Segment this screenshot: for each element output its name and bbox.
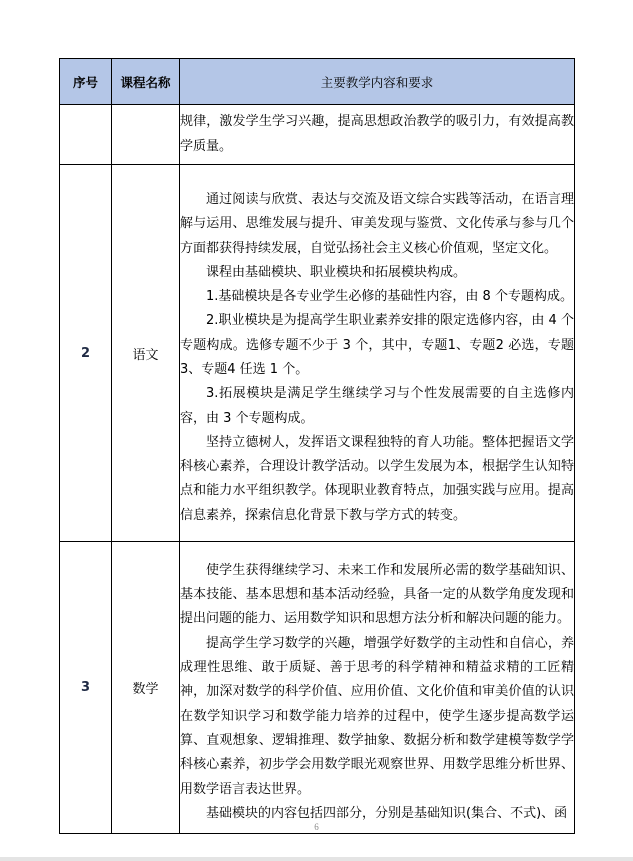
content-paragraph: 3.拓展模块是满足学生继续学习与个性发展需要的自主选修内容，由 3 个专题构成。 bbox=[180, 386, 574, 426]
course-table bbox=[59, 58, 575, 834]
content-paragraph: 规律，激发学生学习兴趣，提高思想政治教学的吸引力，有效提高教学质量。 bbox=[180, 114, 574, 154]
content-paragraph: 1.基础模块是各专业学生必修的基础性内容，由 8 个专题构成。 bbox=[206, 289, 573, 305]
page-number: 6 bbox=[314, 822, 319, 832]
content-paragraph: 使学生获得继续学习、未来工作和发展所必需的数学基础知识、基本技能、基本思想和基本活动经验，具备一定的从数学角度发现和提出问题的能力、运用数学知识和思想方法分析和解决问题的能力。 bbox=[180, 562, 574, 627]
header-content: 主要教学内容和要求 bbox=[180, 59, 575, 105]
content-paragraph: 坚持立德树人，发挥语文课程独特的育人功能。整体把握语文学科核心素养，合理设计教学活动。以学生发展为本，根据学生认知特点和能力水平组织教学。体现职业教育特点，加强实践与应用。提高信息素养，探索信息化背景下教与学方式的转变。 bbox=[180, 434, 574, 523]
row-course-name: 语文 bbox=[112, 165, 180, 542]
row-content bbox=[180, 542, 575, 834]
header-course-name: 课程名称 bbox=[112, 59, 180, 105]
table-row bbox=[60, 165, 575, 542]
content-paragraph: 2.职业模块是为提高学生职业素养安排的限定选修内容，由 4 个专题构成。选修专题不少于 3 个，其中，专题1、专题2 必选，专题3、专题4 任选 1 个。 bbox=[180, 313, 574, 377]
row-number: 3 bbox=[60, 542, 112, 834]
row-content bbox=[180, 105, 575, 165]
table-row bbox=[60, 105, 575, 165]
content-paragraph: 通过阅读与欣赏、表达与交流及语文综合实践等活动，在语言理解与运用、思维发展与提升、审美发现与鉴赏、文化传承与参与几个方面都获得持续发展，自觉弘扬社会主义核心价值观，坚定文化。 bbox=[180, 191, 574, 256]
content-paragraph: 基础模块的内容包括四部分，分别是基础知识(集合、不式)、函 bbox=[206, 805, 568, 821]
row-course-name bbox=[112, 105, 180, 165]
content-paragraph: 提高学生学习数学的兴趣，增强学好数学的主动性和自信心，养成理性思维、敢于质疑、善于思考的科学精神和精益求精的工匠精神，加深对数学的科学价值、应用价值、文化价值和审美价值的认识在数学知识学习和数学能力培养的过程中，使学生逐步提高数学运算、直观想象、逻辑推理、数学抽象、数据分析和数学建模等数学学科核心素养，初步学会用数学眼光观察世界、用数学思维分析世界、用数学语言表达世界。 bbox=[180, 635, 574, 797]
table-header-row bbox=[60, 59, 575, 105]
row-number bbox=[60, 105, 112, 165]
row-content bbox=[180, 165, 575, 542]
page-bottom-edge bbox=[0, 857, 633, 861]
row-number: 2 bbox=[60, 165, 112, 542]
content-paragraph: 课程由基础模块、职业模块和拓展模块构成。 bbox=[206, 264, 467, 280]
table-row bbox=[60, 542, 575, 834]
header-number: 序号 bbox=[60, 59, 112, 105]
row-course-name: 数学 bbox=[112, 542, 180, 834]
